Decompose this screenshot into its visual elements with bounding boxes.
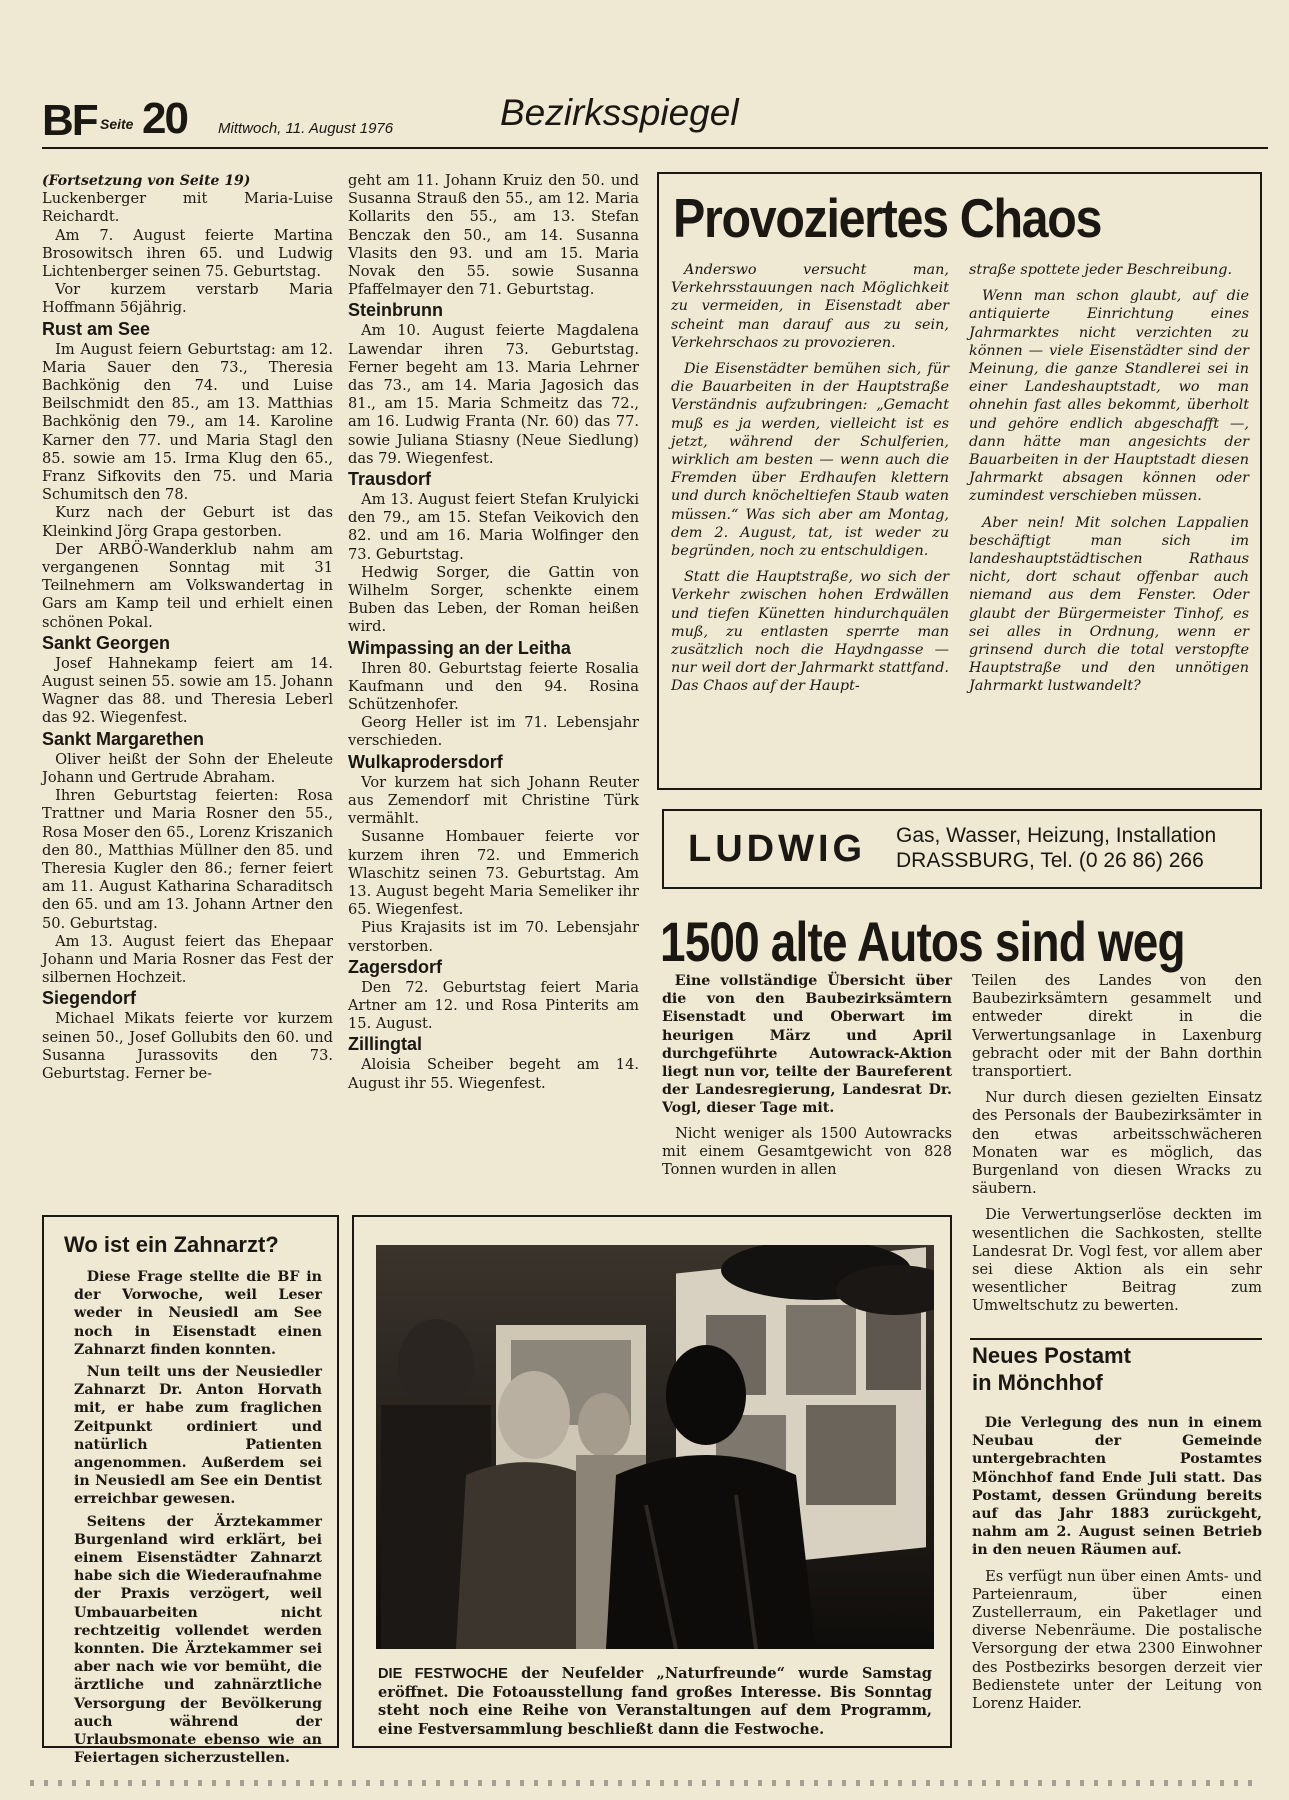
print-edge xyxy=(30,1780,1260,1786)
chaos-box xyxy=(657,172,1262,790)
ad-address-phone: DRASSBURG, Tel. (0 26 86) 266 xyxy=(896,849,1204,872)
paragraph: Teilen des Landes von den Baubezirksämtern gesammelt und entweder direkt in die Verwertungsanlage in Laxenburg gebracht oder mit der Bahn dorthin transportiert. xyxy=(972,972,1262,1081)
caption-lead: DIE FESTWOCHE xyxy=(378,1666,508,1682)
paragraph: Am 7. August feierte Martina Brosowitsch ihren 65. und Ludwig Lichtenberger seinen 75. Geburtstag. xyxy=(42,226,333,281)
subheading-rust: Rust am See xyxy=(42,318,151,339)
autos-headline: 1500 alte Autos sind weg xyxy=(660,910,1185,973)
chaos-column-left xyxy=(671,261,949,696)
paragraph: straße spottete jeder Beschreibung. xyxy=(969,262,1233,278)
subheading-siegendorf: Siegendorf xyxy=(42,988,137,1009)
paragraph: Seitens der Ärztekammer Burgenland wird erklärt, bei einem Eisenstädter Zahnarzt habe sich die Wiederaufnahme der Praxis verzögert, weil Umbauarbeiten nicht rechtzeitig vollendet werden konnten. Die Ärztekammer sei aber nach wie vor bemüht, die ärztliche und zahnärztliche Versorgung der Bevölkerung auch während der Urlaubsmonate ebenso wie an Feiertagen sicherzustellen. xyxy=(74,1513,322,1767)
zahnarzt-box xyxy=(42,1215,339,1767)
paragraph: Aber nein! Mit solchen Lappalien beschäftigt man sich im landeshauptstädtischen Rathaus nicht, dort schaut offenbar auch niemand aus dem Fenster. Oder glaubt der Bürgermeister Tinhof, es sei alles in Ordnung, wenn er grinsend durch die total verstopfte Hauptstraße und den unnötigen Jahrmarkt lustwandelt? xyxy=(969,514,1249,695)
paragraph: geht am 11. Johann Kruiz den 50. und Susanna Strauß den 55., am 12. Maria Kollarits den 55., am 13. Stefan Benczak den 50., am 14. Susanna Vlasits den 93. und am 15. Maria Novak den 55. sowie Susanna Pfaffelmayer den 71. Geburtstag. xyxy=(348,172,639,299)
photo-exhibition-image xyxy=(376,1245,934,1649)
postamt-title xyxy=(972,1342,1131,1396)
column-2 xyxy=(348,172,639,1093)
paragraph: Im August feiern Geburtstag: am 12. Maria Sauer den 73., Theresia Bachkönig den 74. und Luise Beilschmidt den 85., am 13. Matthias Bachkönig den 79., am 14. Karoline Karner den 77. und Maria Stagl den 85. sowie am 15. Irma Klug den 65., Franz Sifkovits den 75. und Maria Schumitsch den 78. xyxy=(42,340,333,504)
subheading-sankt-margarethen: Sankt Margarethen xyxy=(42,728,205,749)
paragraph: Ihren Geburtstag feierten: Rosa Trattner und Maria Rosner den 55., Rosa Moser den 65., Lorenz Kriszanich den 80., Matthias Müllner den 85. und Theresia Kugler den 86.; ferner feiert am 11. August Katharina Scharaditsch den 65. und am 13. Johann Artner den 50. Geburtstag. xyxy=(42,787,333,932)
paragraph: Die Verwertungserlöse deckten im wesentlichen die Sachkosten, stellte Landesrat Dr. Vogl fest, vor allem aber sei diese Aktion als ein sehr wesentlicher Beitrag zum Umweltschutz zu bewerten. xyxy=(972,1206,1262,1315)
paragraph: Kurz nach der Geburt ist das Kleinkind Jörg Grapa gestorben. xyxy=(42,504,333,540)
ad-details xyxy=(896,823,1216,873)
chaos-column-right xyxy=(969,261,1249,696)
paragraph: Hedwig Sorger, die Gattin von Wilhelm Sorger, schenkte einem Buben das Leben, der Roman heißen wird. xyxy=(348,563,639,636)
chaos-headline: Provoziertes Chaos xyxy=(673,187,1102,249)
paragraph: Vor kurzem hat sich Johann Reuter aus Zemendorf mit Christine Türk vermählt. xyxy=(348,773,639,828)
paragraph: Nun teilt uns der Neusiedler Zahnarzt Dr. Anton Horvath mit, er habe zum fraglichen Zeitpunkt ordiniert und natürlich Patienten angenommen. Außerdem sei in Neusiedl am See ein Dentist erreichbar gewesen. xyxy=(74,1364,322,1508)
paragraph: Aloisia Scheiber begeht am 14. August ihr 55. Wiegenfest. xyxy=(348,1056,639,1092)
paragraph: Georg Heller ist im 71. Lebensjahr verschieden. xyxy=(348,714,639,750)
section-title: Bezirksspiegel xyxy=(500,92,739,133)
postamt-rule xyxy=(970,1338,1262,1340)
paragraph: Am 10. August feierte Magdalena Lawendar ihren 73. Geburtstag. Ferner begeht am 13. Maria Lehrner das 73., am 14. Maria Jagosich das 81., am 15. Maria Schmeitz das 72., am 16. Ludwig Franta (Nr. 60) das 77. sowie Juliana Stiasny (Neue Siedlung) das 79. Wiegenfest. xyxy=(348,322,639,467)
ad-services: Gas, Wasser, Heizung, Installation xyxy=(896,824,1217,847)
paragraph: Pius Krajasits ist im 70. Lebensjahr verstorben. xyxy=(348,919,639,955)
festwoche-photo xyxy=(376,1245,934,1649)
paragraph: Nicht weniger als 1500 Autowracks mit einem Gesamtgewicht von 828 Tonnen wurden in allen xyxy=(662,1124,952,1179)
subheading-trausdorf: Trausdorf xyxy=(348,469,432,490)
paragraph: Susanne Hombauer feierte vor kurzem ihren 72. und Emmerich Wlaschitz seinen 73. Geburtstag. Am 13. August begeht Maria Semeliker ihr 65. Wiegenfest. xyxy=(348,828,639,919)
subheading-steinbrunn: Steinbrunn xyxy=(348,300,443,321)
caption-text: der Neufelder „Naturfreunde“ wurde Samstag eröffnet. Die Fotoausstellung fand großes Interesse. Bis Sonntag steht noch eine Reihe von Veranstaltungen auf dem Programm, eine Festversammlung beschließt dann die Festwoche. xyxy=(378,1665,933,1738)
autos-lead: Eine vollständige Übersicht über die von den Baubezirksämtern Eisenstadt und Oberwart im heurigen März und April durchgeführte Autowrack-Aktion liegt nun vor, teilte der Baureferent der Landesregierung, Landesrat Dr. Vogl, dieser Tage mit. xyxy=(662,973,952,1117)
subheading-wimpassing: Wimpassing an der Leitha xyxy=(348,637,571,658)
subheading-wulkaprodersdorf: Wulkaprodersdorf xyxy=(348,751,503,772)
continuation-note: (Fortsetzung von Seite 19) xyxy=(42,173,251,189)
newspaper-logo: BF xyxy=(42,96,97,145)
ad-brand: LUDWIG xyxy=(688,828,867,870)
subheading-sankt-georgen: Sankt Georgen xyxy=(42,632,171,653)
ludwig-advertisement xyxy=(662,809,1262,889)
paragraph: Die Eisenstädter bemühen sich, für die Bauarbeiten in der Hauptstraße Verständnis aufzubringen: „Gemacht muß es ja werden, vielleicht ist es jetzt, während der Schulferien, wirklich am besten — wenn auch die Fremden über Erdhaufen klettern und durch knöcheltiefen Staub waten müssen.“ Was sich aber am Montag, dem 2. August, tat, ist weder zu begründen, noch zu entschuldigen. xyxy=(671,361,949,560)
paragraph: Am 13. August feiert Stefan Krulyicki den 79., am 15. Stefan Veikovich den 82. und am 16. Maria Wolfinger den 73. Geburtstag. xyxy=(348,491,639,563)
postamt-text xyxy=(972,1414,1262,1713)
autos-column-right xyxy=(972,972,1262,1316)
photo-box xyxy=(352,1215,952,1748)
page-number: 20 xyxy=(142,94,187,143)
autos-column-left xyxy=(662,972,952,1179)
paragraph: Vor kurzem verstarb Maria Hoffmann 56jährig. xyxy=(42,281,333,317)
paragraph: Es verfügt nun über einen Amts- und Parteienraum, über einen Zustellerraum, ein Paketlager und diverse Nebenräume. Die postalische Versorgung der etwa 2300 Einwohner des Postbezirks besorgen derzeit vier Bedienstete unter der Leitung von Lorenz Haider. xyxy=(972,1567,1262,1713)
paragraph: Oliver heißt der Sohn der Eheleute Johann und Gertrude Abraham. xyxy=(42,750,333,786)
subheading-zagersdorf: Zagersdorf xyxy=(348,956,443,977)
page-label: Seite xyxy=(100,116,134,132)
paragraph: Nur durch diesen gezielten Einsatz des Personals der Baubezirksämter in den etwas arbeitsschwächeren Monaten war es möglich, das Burgenland von diesen Wracks zu säubern. xyxy=(972,1089,1262,1198)
issue-date: Mittwoch, 11. August 1976 xyxy=(218,120,394,137)
paragraph: Luckenberger mit Maria-Luise Reichardt. xyxy=(42,190,333,226)
zahnarzt-text xyxy=(74,1268,322,1767)
masthead xyxy=(42,92,1268,148)
zahnarzt-title: Wo ist ein Zahnarzt? xyxy=(64,1232,279,1257)
paragraph: Wenn man schon glaubt, auf die antiquierte Einrichtung eines Jahrmarktes nicht verzichten zu können — viele Eisenstädter sind der Meinung, die ganze Standlerei sei in einer Landeshauptstadt, wo man ohnehin fast alles bekommt, überholt und gehöre endlich abgeschafft —, dann hätte man angesichts der Bauarbeiten in der Hauptstadt diesen Jahrmarkt absagen können oder zumindest verschieben müssen. xyxy=(969,288,1249,505)
paragraph: Ihren 80. Geburtstag feierte Rosalia Kaufmann und den 94. Rosina Schützenhofer. xyxy=(348,659,639,714)
column-1 xyxy=(42,172,333,1083)
paragraph: Am 13. August feiert das Ehepaar Johann und Maria Rosner das Fest der silbernen Hochzeit. xyxy=(42,932,333,987)
postamt-lead: Die Verlegung des nun in einem Neubau der Gemeinde untergebrachten Postamtes Mönchhof fand Ende Juli statt. Das Postamt, dessen Gründung bereits auf das Jahr 1883 zurückgeht, nahm am 2. August seinen Betrieb in den neuen Räumen auf. xyxy=(972,1415,1262,1559)
subheading-zillingtal: Zillingtal xyxy=(348,1034,422,1055)
postamt-title-line2: in Mönchhof xyxy=(972,1370,1103,1395)
paragraph: Anderswo versucht man, Verkehrsstauungen nach Möglichkeit zu vermeiden, in Eisenstadt aber scheint man darauf aus zu sein, Verkehrschaos zu provozieren. xyxy=(671,262,949,351)
photo-caption xyxy=(378,1665,932,1739)
paragraph: Josef Hahnekamp feiert am 14. August seinen 55. sowie am 15. Johann Wagner das 88. und Theresia Leberl das 92. Wiegenfest. xyxy=(42,654,333,727)
paragraph: Diese Frage stellte die BF in der Vorwoche, weil Leser weder in Neusiedl am See noch in Eisenstadt einen Zahnarzt finden konnten. xyxy=(74,1269,322,1358)
postamt-title-line1: Neues Postamt xyxy=(972,1343,1131,1368)
paragraph: Statt die Hauptstraße, wo sich der Verkehr zwischen hohen Erdwällen und tiefen Künetten hindurchquälen muß, zu entlasten sperrte man zusätzlich noch die Haydngasse — nur weil dort der Jahrmarkt stattfand. Das Chaos auf der Haupt- xyxy=(671,569,949,695)
paragraph: Der ARBÖ-Wanderklub nahm am vergangenen Sonntag mit 31 Teilnehmern am Volkswandertag in Gars am Kamp teil und erhielt einen schönen Pokal. xyxy=(42,540,333,631)
masthead-rule xyxy=(42,147,1268,149)
paragraph: Michael Mikats feierte vor kurzem seinen 50., Josef Gollubits den 60. und Susanna Jurassovits den 73. Geburtstag. Ferner be- xyxy=(42,1010,333,1082)
paragraph: Den 72. Geburtstag feiert Maria Artner am 12. und Rosa Pinterits am 15. August. xyxy=(348,978,639,1033)
